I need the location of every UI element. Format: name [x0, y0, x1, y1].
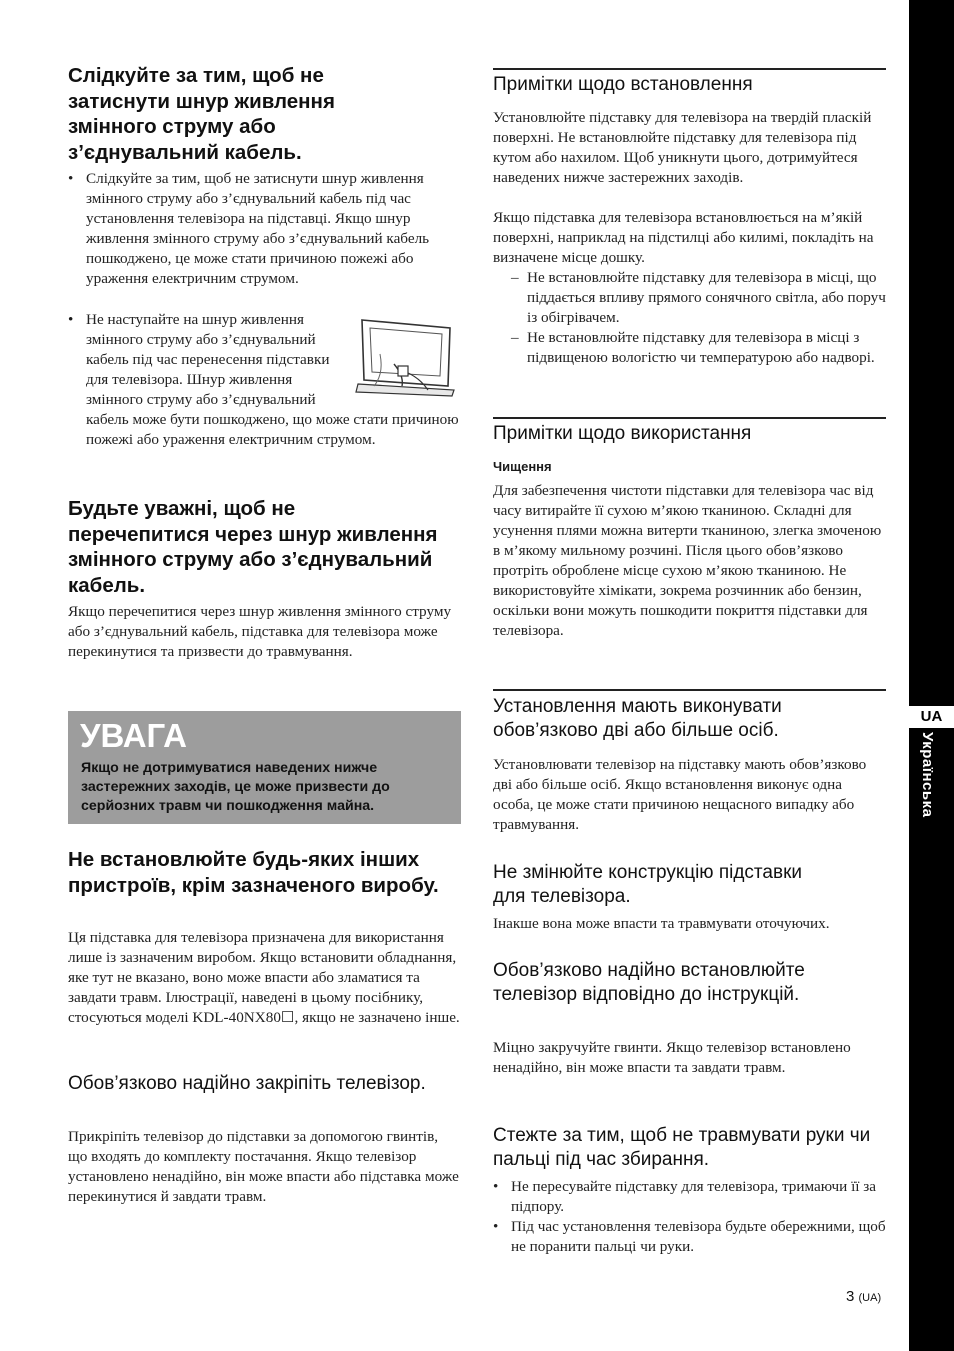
step-on-cord-item: • Не наступайте на шнур живлення змінного струму або з’єднувальний кабель під час перенесення підставки для телевізора. Шнур живлення змінного струму або з’єднувальний кабель може бути пошкоджено, що може стати причиною пожежі або ураження електричним струмом. [68, 311, 459, 448]
language-label: Українська [919, 732, 936, 818]
installation-dash-list [493, 268, 886, 368]
list-item: – Не встановлюйте підставку для телевізора в місці з підвищеною вологістю чи температурою або надворі. [493, 328, 886, 368]
subheading-cleaning: Чищення [493, 459, 552, 474]
divider [493, 68, 886, 70]
list-item: – Не встановлюйте підставку для телевізора в місці, що піддається впливу прямого сонячного світла, або поруч із обігрівачем. [493, 268, 886, 328]
heading-protect-hands: Стежте за тим, щоб не травмувати руки чи пальці під час збирання. [493, 1125, 871, 1170]
divider [493, 689, 886, 691]
divider [493, 417, 886, 419]
language-sidebar [909, 0, 954, 1351]
heading-two-persons: Установлення мають виконувати обов’язково дві або більше осіб. [493, 696, 782, 741]
heading-secure-tv: Обов’язково надійно закріпіть телевізор. [68, 1073, 426, 1094]
page-number [846, 1288, 881, 1305]
heading-do-not-modify: Не змінюйте конструкцію підставки для телевізора. [493, 862, 803, 907]
heading-install-per-instructions: Обов’язково надійно встановлюйте телевізор відповідно до інструкцій. [493, 960, 805, 1005]
page-number-value: 3 [846, 1288, 855, 1305]
cleaning-text: Для забезпечення чистоти підставки для телевізора час від часу витирайте її сухою м’якою тканиною. Складні для усунення плями можна витерти тканиною, злегка змоченою в м’якому мильному розчині. Після цього обов’язково протріть оброблене місце сухою м’якою тканиною. Не використовуйте хімікати, зокрема розчинник або бензин, оскільки вони можуть пошкодити покриття підставки для телевізора. [493, 482, 882, 639]
install-per-instructions-text: Міцно закручуйте гвинти. Якщо телевізор встановлено ненадійно, він може впасти та завдати травм. [493, 1039, 851, 1076]
list-item: Не наступайте на шнур живлення змінного струму або з’єднувальний кабель під час перенесення підставки для телевізора. Шнур живлення змінного струму або з’єднувальний кабель може бути пошкоджено, що може стати причиною пожежі або ураження електричним струмом. [86, 311, 459, 448]
language-tag: UA [909, 706, 954, 728]
trip-warning-text: Якщо перечепитися через шнур живлення змінного струму або з’єднувальний кабель, підставка для телевізора може перекинутися та призвести до травмування. [68, 603, 452, 660]
heading-no-other-devices: Не встановлюйте будь-яких інших пристроїв, крім зазначеного виробу. [68, 848, 439, 897]
pinch-cord-bullets [68, 169, 460, 289]
list-item: • Слідкуйте за тим, щоб не затиснути шнур живлення змінного струму або з’єднувальний кабель під час установлення телевізора на підставці. Якщо шнур живлення змінного струму або з’єднувальний кабель пошкоджено, це може стати причиною пожежі або ураження електричним струмом. [68, 169, 460, 289]
no-other-devices-text: Ця підставка для телевізора призначена для використання лише із зазначеним виробом. Якщо встановити обладнання, яке тут не вказано, воно може впасти або зламатися та завдати травм. Ілюстрації, наведені в цьому посібнику, стосуються моделі KDL-40NX80☐, якщо не зазначено інше. [68, 929, 460, 1026]
secure-tv-text: Прикріпіть телевізор до підставки за допомогою гвинтів, що входять до комплекту постачання. Якщо телевізор установлено ненадійно, він може впасти або підставка може перекинутися й завдати травм. [68, 1128, 459, 1205]
two-persons-text: Установлювати телевізор на підставку мають обов’язково дві або більше осіб. Якщо встановлення виконує одна особа, це може стати причиною нещасного випадку або травмування. [493, 756, 867, 833]
installation-notes-text-1: Установлюйте підставку для телевізора на твердій пласкій поверхні. Не встановлюйте підставку для телевізора під кутом або нахилом. Щоб уникнути цього, дотримуйтеся наведених нижче застережних заходів. [493, 109, 872, 186]
heading-do-not-trip: Будьте уважні, щоб не перечепитися через шнур живлення змінного струму або з’єднувальний кабель. [68, 497, 438, 597]
heading-do-not-pinch-cord: Слідкуйте за тим, щоб не затиснути шнур живлення змінного струму або з’єднувальний кабель. [68, 64, 335, 164]
warning-box [68, 711, 461, 824]
page-number-suffix: (UA) [858, 1292, 882, 1304]
list-item: • Не пересувайте підставку для телевізора, тримаючи її за підпору. [493, 1177, 886, 1217]
installation-notes-text-2: Якщо підставка для телевізора встановлюється на м’якій поверхні, наприклад на підстилці або килимі, покладіть на визначене місце дошку. [493, 209, 874, 266]
heading-installation-notes: Примітки щодо встановлення [493, 74, 753, 95]
warning-title: УВАГА [80, 717, 188, 754]
protect-hands-bullets [493, 1177, 886, 1257]
heading-usage-notes: Примітки щодо використання [493, 423, 752, 444]
list-item: • Під час установлення телевізора будьте обережними, щоб не поранити пальці чи руки. [493, 1217, 886, 1257]
do-not-modify-text: Інакше вона може впасти та травмувати оточуючих. [493, 915, 830, 932]
warning-text: Якщо не дотримуватися наведених нижче застережних заходів, це може призвести до серйозних травм чи пошкодження майна. [81, 760, 390, 814]
tv-stand-cable-illustration [354, 314, 460, 398]
